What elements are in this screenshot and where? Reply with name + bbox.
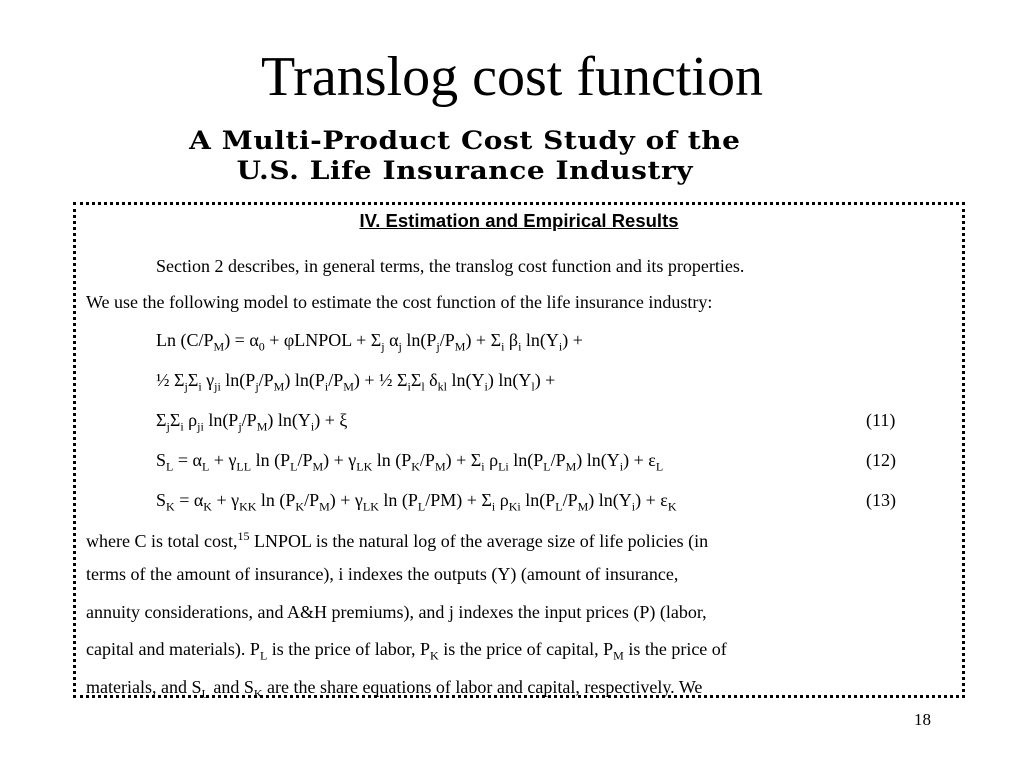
equation-number-12: (12)	[866, 450, 896, 470]
equation-number-13: (13)	[866, 490, 896, 510]
paragraph-line-5: materials, and $S_L$ and $S_K$ are the share equations of labor and capital, respectively. We	[86, 677, 703, 701]
equation-11-line-2: ½ $\Sigma_j\Sigma_i$ $\gamma_{ji}$ $\ln(P_j/P_M) \ln(P_i/P_M)$ + ½ $\Sigma_i\Sigma_l$ $\delta_{kl}$ $\ln(Y_i) \ln(Y_l)$ +	[156, 370, 556, 394]
paragraph-line-1: where C is total cost,$^{15}$ LNPOL is the natural log of the average size of life policies (in	[86, 529, 709, 551]
page-number: 18	[914, 710, 931, 729]
equation-11-line-1: Ln $(C/P_M) = \alpha_0$ + φLNPOL + $\Sigma_j$ $\alpha_j$ $\ln(P_j/P_M) + \Sigma_i$ $\beta_i$ $\ln(Y_i)$ +	[156, 330, 583, 354]
intro-line-1: Section 2 describes, in general terms, the translog cost function and its properties.	[156, 256, 745, 276]
paper-excerpt-box	[73, 202, 965, 701]
equation-number-11: (11)	[866, 410, 896, 430]
paragraph-line-2: terms of the amount of insurance), i indexes the outputs (Y) (amount of insurance,	[86, 564, 679, 584]
paragraph-line-4: capital and materials). $P_L$ is the price of labor, $P_K$ is the price of capital, $P_M$ is the price of	[86, 639, 727, 663]
paper-title-banner	[0, 126, 986, 186]
intro-line-2: We use the following model to estimate the cost function of the life insurance industry:	[86, 292, 713, 312]
section-heading: IV. Estimation and Empirical Results	[359, 210, 679, 231]
paper-title-line-1: A Multi-Product Cost Study of the	[189, 126, 741, 155]
equation-12: $S_L = \alpha_L + \gamma_{LL}$ $\ln (P_L/P_M) + \gamma_{LK}$ $\ln (P_K/P_M) + \Sigma_i$ $\rho_{Li}$ $\ln(P_L/P_M) \ln(Y_i) + \varepsilon_L$	[156, 450, 664, 474]
paragraph-line-3: annuity considerations, and A&H premiums), and j indexes the input prices (P) (labor,	[86, 602, 707, 622]
paper-title-line-2: U.S. Life Insurance Industry	[236, 156, 694, 185]
equation-13: $S_K = \alpha_K + \gamma_{KK}$ $\ln (P_K/P_M) + \gamma_{LK}$ $\ln (P_L/PM) + \Sigma_i$ $\rho_{Ki}$ $\ln(P_L/P_M) \ln(Y_i) + \varepsilon_K$	[156, 490, 677, 514]
equation-11-line-3: $\Sigma_j\Sigma_i$ $\rho_{ji}$ $\ln(P_j/P_M) \ln(Y_i) + \xi$	[156, 410, 348, 434]
slide-title: Translog cost function	[261, 46, 763, 108]
